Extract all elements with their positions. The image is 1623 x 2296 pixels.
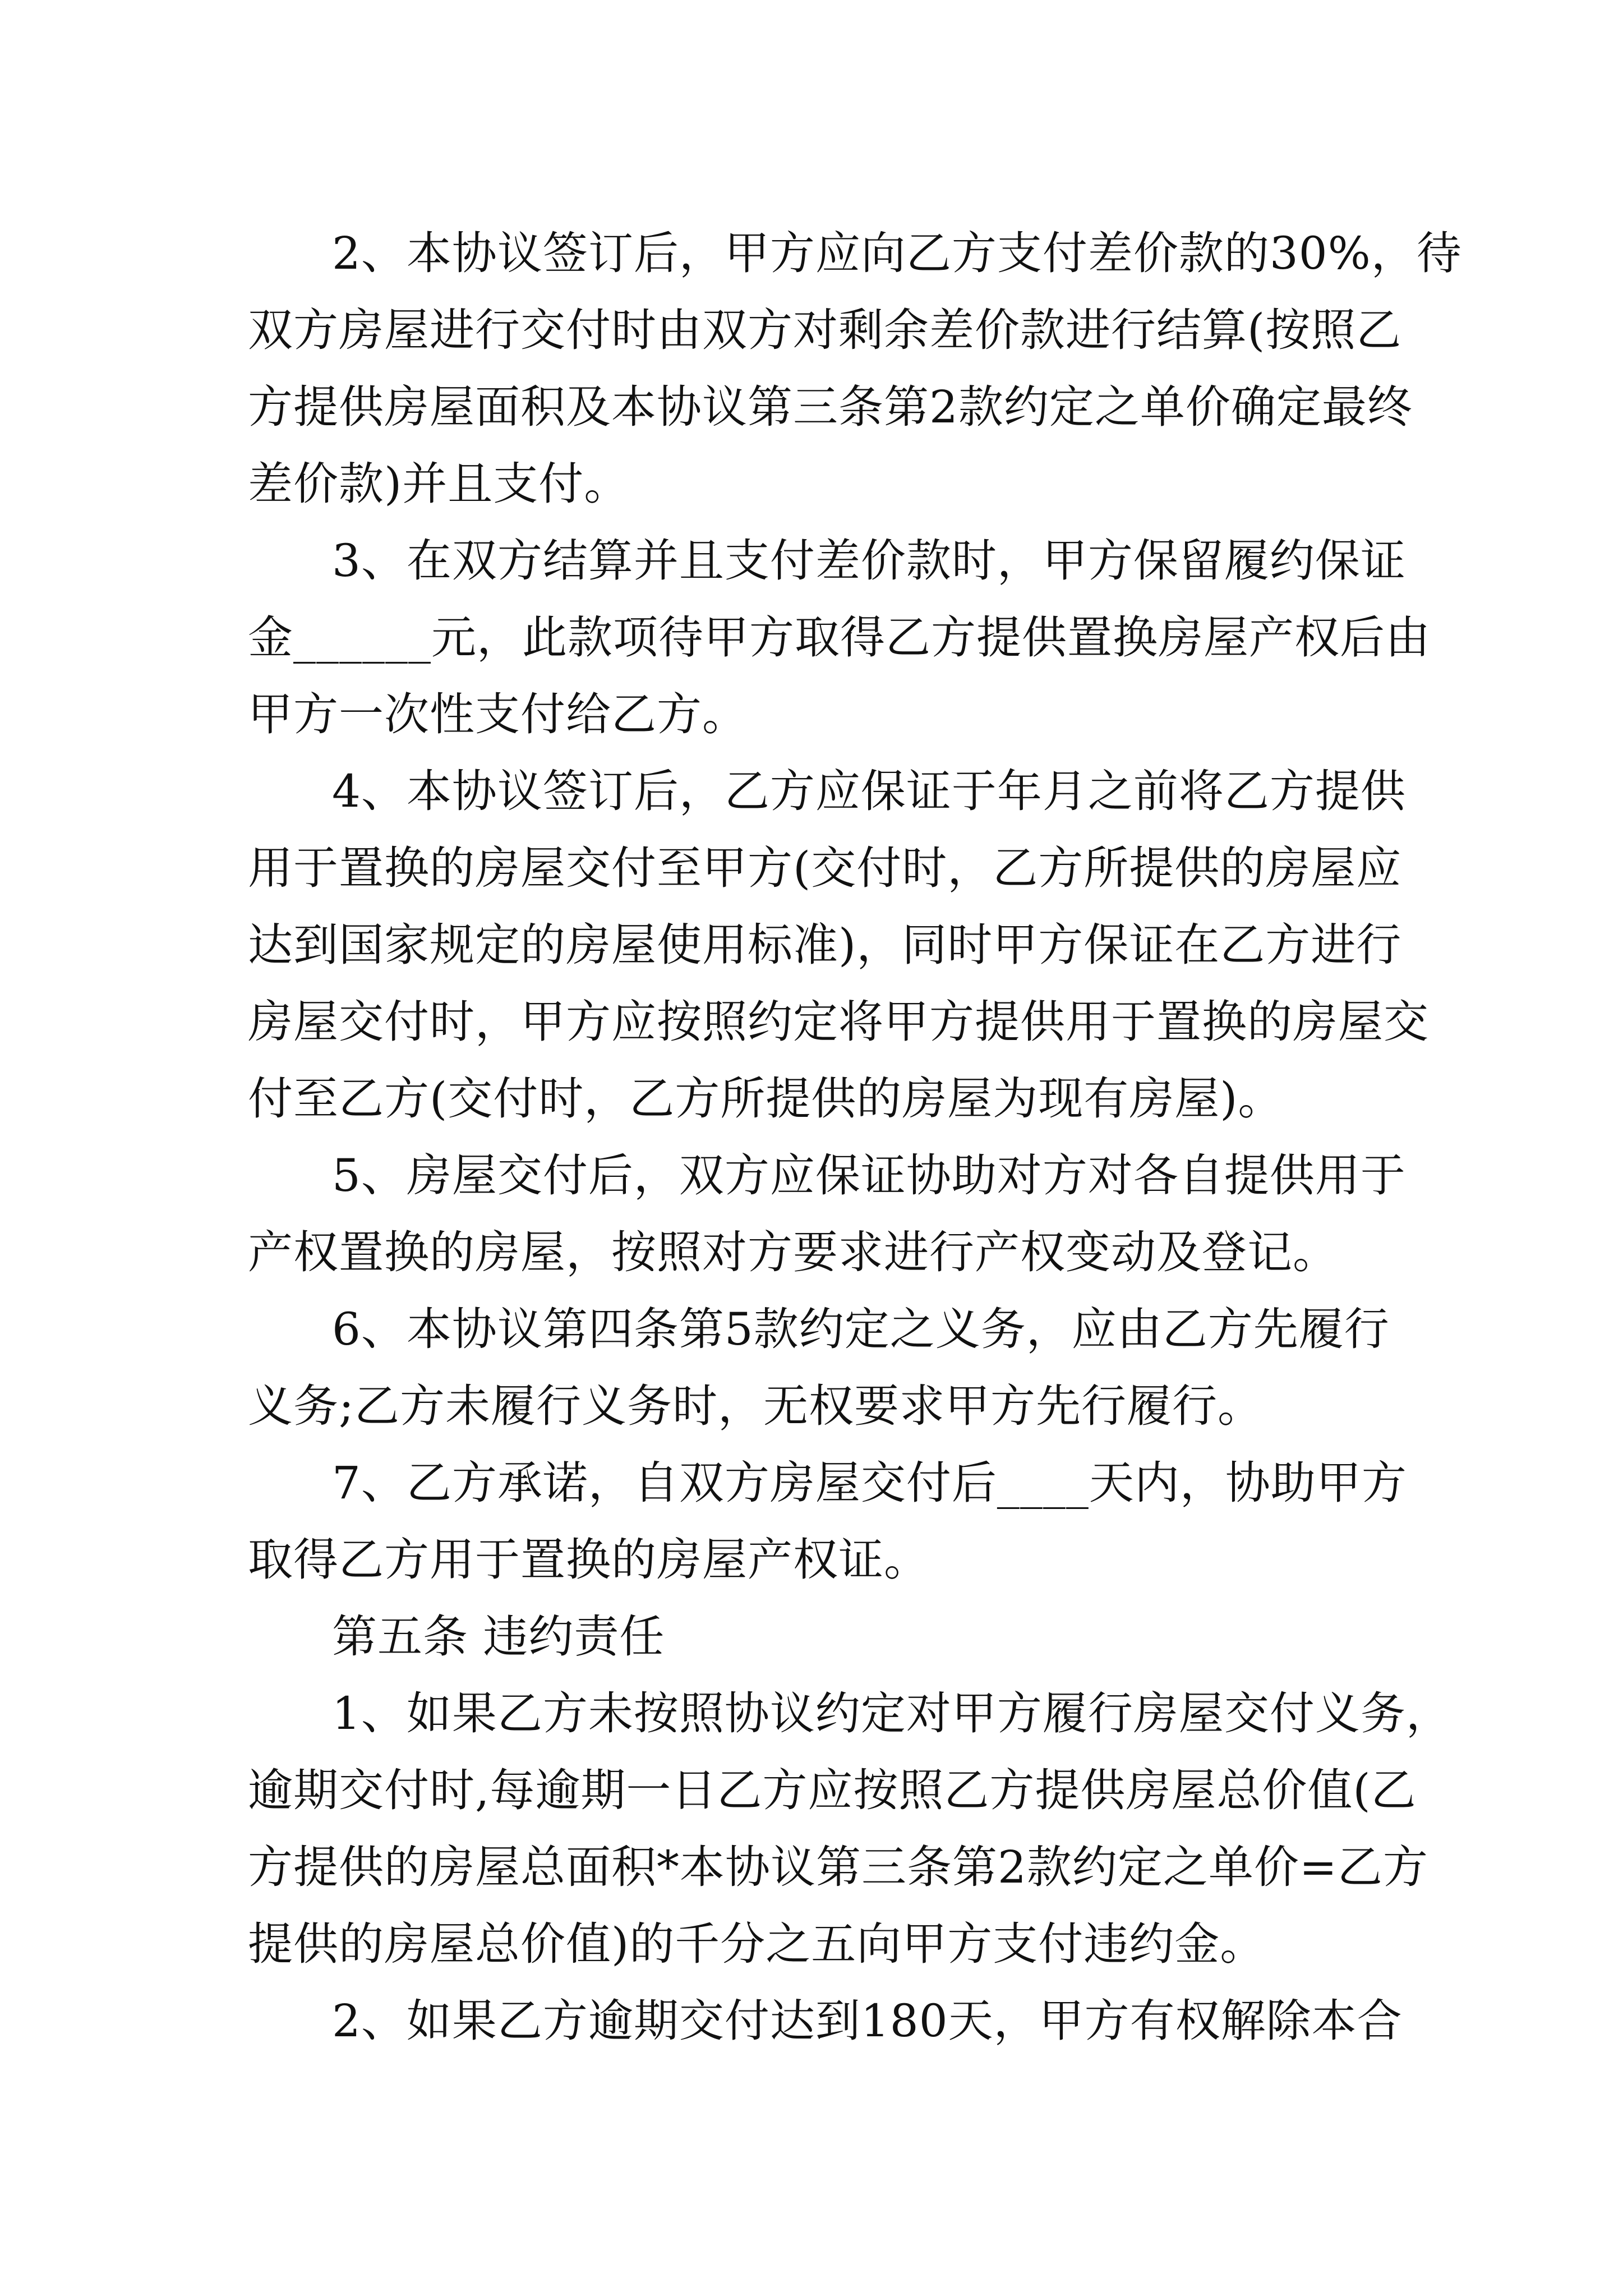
penalty-2-line-1: 2、如果乙方逾期交付达到180天，甲方有权解除本合 bbox=[332, 1995, 1403, 2047]
para-4-line-5: 付至乙方(交付时，乙方所提供的房屋为现有房屋)。 bbox=[248, 1073, 1284, 1125]
para-4-line-3: 达到国家规定的房屋使用标准)，同时甲方保证在乙方进行 bbox=[248, 919, 1402, 971]
section-heading: 第五条 违约责任 bbox=[332, 1611, 665, 1663]
penalty-1-line-3: 方提供的房屋总面积*本协议第三条第2款约定之单价=乙方 bbox=[248, 1841, 1428, 1893]
para-3-line-3: 甲方一次性支付给乙方。 bbox=[248, 688, 748, 740]
para-2-line-1: 2、本协议签订后，甲方应向乙方支付差价款的30%，待 bbox=[332, 227, 1462, 279]
para-3-line-1: 3、在双方结算并且支付差价款时，甲方保留履约保证 bbox=[332, 535, 1406, 587]
para-4-line-1: 4、本协议签订后，乙方应保证于年月之前将乙方提供 bbox=[332, 765, 1406, 817]
para-7-line-2: 取得乙方用于置换的房屋产权证。 bbox=[248, 1534, 929, 1586]
para-5-line-1: 5、房屋交付后，双方应保证协助对方对各自提供用于 bbox=[332, 1149, 1406, 1202]
para-3-line-2: 金______元，此款项待甲方取得乙方提供置换房屋产权后由 bbox=[248, 611, 1431, 664]
penalty-1-line-2: 逾期交付时,每逾期一日乙方应按照乙方提供房屋总价值(乙 bbox=[248, 1764, 1417, 1816]
para-2-line-3: 方提供房屋面积及本协议第三条第2款约定之单价确定最终 bbox=[248, 381, 1413, 433]
para-6-line-1: 6、本协议第四条第5款约定之义务，应由乙方先履行 bbox=[332, 1303, 1390, 1355]
penalty-1-line-4: 提供的房屋总价值)的千分之五向甲方支付违约金。 bbox=[248, 1918, 1266, 1970]
para-5-line-2: 产权置换的房屋，按照对方要求进行产权变动及登记。 bbox=[248, 1226, 1338, 1278]
para-6-line-2: 义务;乙方未履行义务时，无权要求甲方先行履行。 bbox=[248, 1380, 1263, 1432]
para-2-line-2: 双方房屋进行交付时由双方对剩余差价款进行结算(按照乙 bbox=[248, 304, 1402, 356]
para-4-line-4: 房屋交付时，甲方应按照约定将甲方提供用于置换的房屋交 bbox=[248, 996, 1429, 1048]
para-7-line-1: 7、乙方承诺，自双方房屋交付后____天内，协助甲方 bbox=[332, 1457, 1407, 1509]
penalty-1-line-1: 1、如果乙方未按照协议约定对甲方履行房屋交付义务， bbox=[332, 1687, 1451, 1740]
para-2-line-4: 差价款)并且支付。 bbox=[248, 458, 630, 510]
para-4-line-2: 用于置换的房屋交付至甲方(交付时，乙方所提供的房屋应 bbox=[248, 842, 1402, 894]
